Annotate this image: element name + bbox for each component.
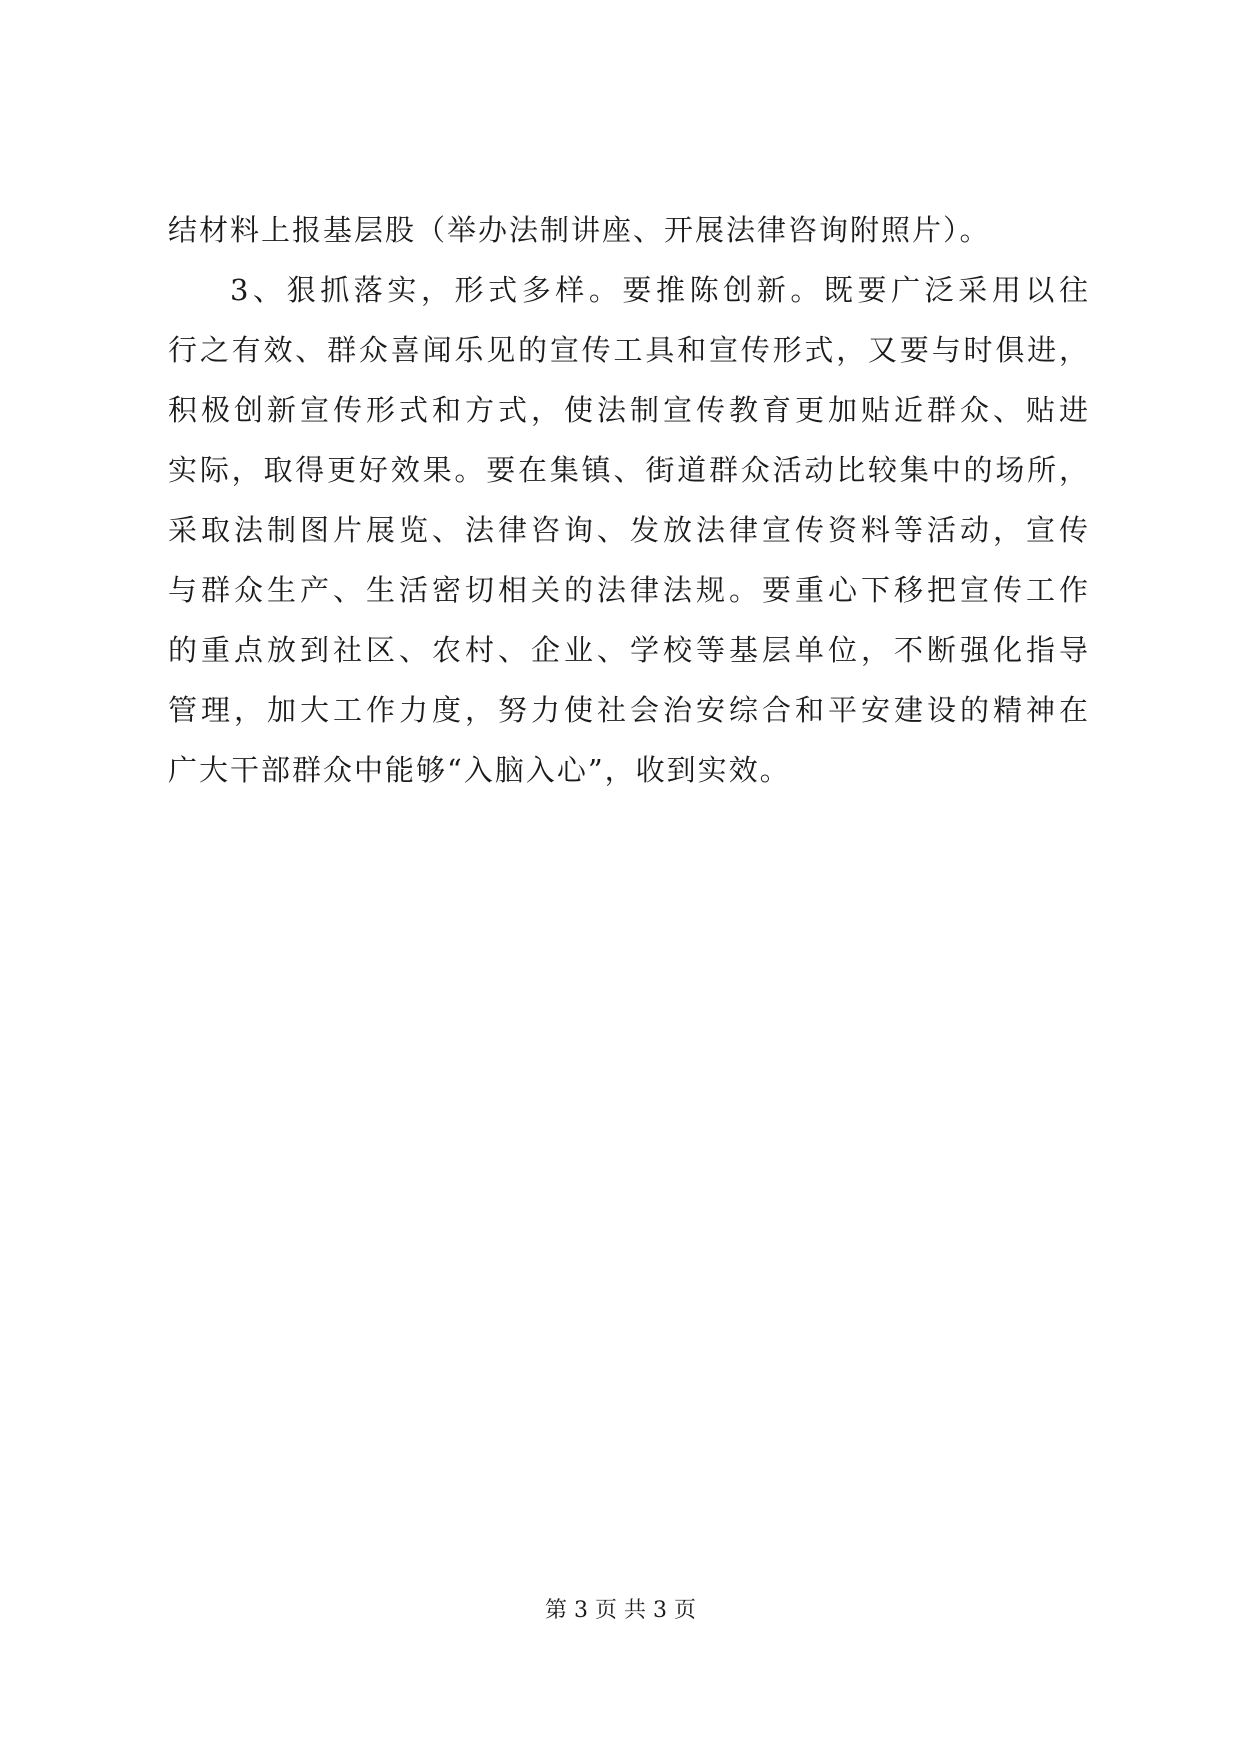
text-line: 实际，取得更好效果。要在集镇、街道群众活动比较集中的场所， [168, 453, 1088, 487]
text-line: 行之有效、群众喜闻乐见的宣传工具和宣传形式，又要与时俱进， [168, 333, 1088, 367]
text-line: 广大干部群众中能够“入脑入心”，收到实效。 [168, 753, 791, 787]
page-footer: 第 3 页 共 3 页 [545, 1598, 696, 1623]
text-line: 采取法制图片展览、法律咨询、发放法律宣传资料等活动，宣传 [168, 513, 1088, 547]
document-body [168, 200, 1088, 800]
text-line: 与群众生产、生活密切相关的法律法规。要重心下移把宣传工作 [168, 573, 1088, 607]
text-line: 的重点放到社区、农村、企业、学校等基层单位，不断强化指导 [168, 633, 1088, 667]
text-line: 结材料上报基层股（举办法制讲座、开展法律咨询附照片）。 [168, 213, 991, 247]
text-line: 3、狠抓落实，形式多样。要推陈创新。既要广泛采用以往 [230, 273, 1088, 307]
text-line: 管理，加大工作力度，努力使社会治安综合和平安建设的精神在 [168, 693, 1088, 727]
text-line: 积极创新宣传形式和方式，使法制宣传教育更加贴近群众、贴进 [168, 393, 1088, 427]
